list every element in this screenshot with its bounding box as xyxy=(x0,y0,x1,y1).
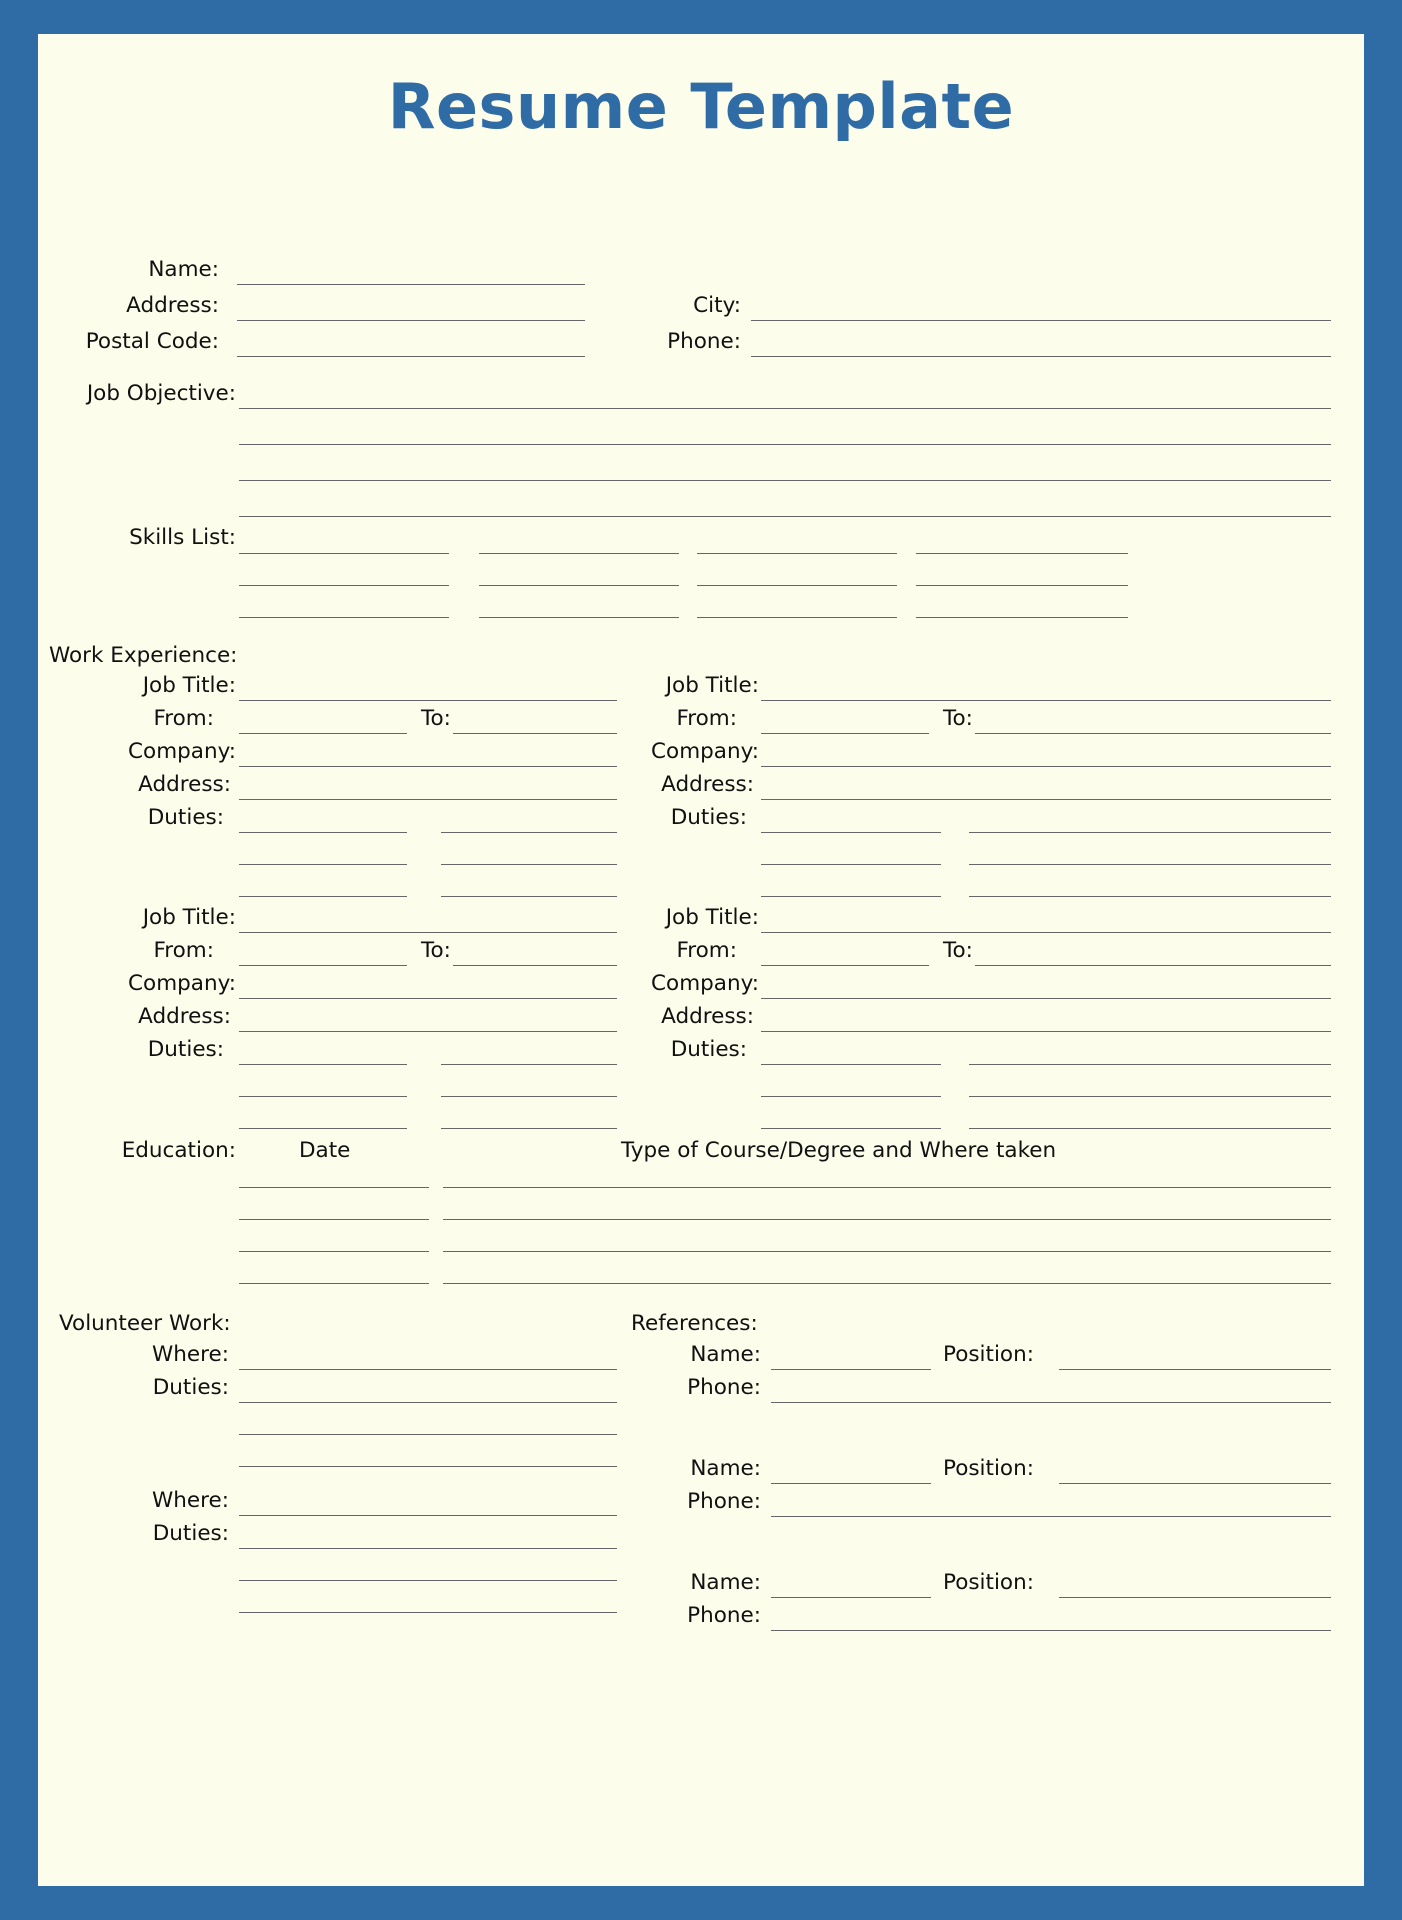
reference-1-position-input[interactable] xyxy=(1059,1368,1331,1370)
skill-cell-1-1[interactable] xyxy=(239,552,449,554)
job-objective-line-4[interactable] xyxy=(239,515,1331,517)
skill-cell-3-1[interactable] xyxy=(239,616,449,618)
volunteer-2-duties-2[interactable] xyxy=(239,1579,617,1581)
reference-3-position-input[interactable] xyxy=(1059,1596,1331,1598)
work-2-duties-1-1[interactable] xyxy=(761,831,941,833)
education-date-1[interactable] xyxy=(239,1186,429,1188)
work-3-duties-1-2[interactable] xyxy=(441,1063,617,1065)
work-2-duties-2-1[interactable] xyxy=(761,863,941,865)
reference-2-phone-label: Phone: xyxy=(687,1489,761,1514)
skill-cell-2-4[interactable] xyxy=(916,584,1128,586)
work-3-to-label: To: xyxy=(421,938,451,963)
education-course-2[interactable] xyxy=(443,1218,1331,1220)
reference-1-name-input[interactable] xyxy=(771,1368,931,1370)
education-course-1[interactable] xyxy=(443,1186,1331,1188)
work-2-to-input[interactable] xyxy=(975,732,1331,734)
work-4-company-input[interactable] xyxy=(761,997,1331,999)
reference-3-name-label: Name: xyxy=(690,1570,761,1595)
reference-3-name-input[interactable] xyxy=(771,1596,931,1598)
volunteer-1-where-label: Where: xyxy=(152,1342,229,1367)
work-3-duties-2-1[interactable] xyxy=(239,1095,407,1097)
skill-cell-3-3[interactable] xyxy=(697,616,897,618)
work-4-to-label: To: xyxy=(943,938,973,963)
education-date-3[interactable] xyxy=(239,1250,429,1252)
page-title: Resume Template xyxy=(387,70,1015,143)
skill-cell-2-2[interactable] xyxy=(479,584,679,586)
work-4-from-label: From: xyxy=(676,938,737,963)
work-1-company-label: Company: xyxy=(128,739,236,764)
work-4-from-input[interactable] xyxy=(761,964,929,966)
work-2-job-title-label: Job Title: xyxy=(665,673,759,698)
work-3-from-label: From: xyxy=(153,938,214,963)
work-4-company-label: Company: xyxy=(651,971,759,996)
work-4-duties-2-1[interactable] xyxy=(761,1095,941,1097)
work-1-address-label: Address: xyxy=(138,772,231,797)
work-3-job-title-label: Job Title: xyxy=(142,905,236,930)
job-objective-line-2[interactable] xyxy=(239,443,1331,445)
education-date-2[interactable] xyxy=(239,1218,429,1220)
work-4-job-title-label: Job Title: xyxy=(665,905,759,930)
work-2-address-input[interactable] xyxy=(761,798,1331,800)
volunteer-2-where-input[interactable] xyxy=(239,1514,617,1516)
volunteer-2-where-label: Where: xyxy=(152,1488,229,1513)
volunteer-1-where-input[interactable] xyxy=(239,1368,617,1370)
reference-1-name-label: Name: xyxy=(690,1342,761,1367)
reference-1-phone-label: Phone: xyxy=(687,1375,761,1400)
work-3-from-input[interactable] xyxy=(239,964,407,966)
reference-1-phone-input[interactable] xyxy=(771,1401,1331,1403)
reference-3-phone-input[interactable] xyxy=(771,1629,1331,1631)
reference-2-position-label: Position: xyxy=(943,1456,1034,1481)
work-3-duties-3-1[interactable] xyxy=(239,1127,407,1129)
work-2-job-title-input[interactable] xyxy=(761,699,1331,701)
job-objective-line-3[interactable] xyxy=(239,479,1331,481)
work-4-duties-1-1[interactable] xyxy=(761,1063,941,1065)
name-label: Name: xyxy=(148,257,219,282)
reference-2-position-input[interactable] xyxy=(1059,1482,1331,1484)
work-2-to-label: To: xyxy=(943,706,973,731)
address-input[interactable] xyxy=(237,319,585,321)
work-1-duties-2-2[interactable] xyxy=(441,863,617,865)
reference-2-name-input[interactable] xyxy=(771,1482,931,1484)
work-1-job-title-input[interactable] xyxy=(239,699,617,701)
work-4-to-input[interactable] xyxy=(975,964,1331,966)
work-4-duties-3-2[interactable] xyxy=(969,1127,1331,1129)
reference-2-name-label: Name: xyxy=(690,1456,761,1481)
skills-list-label: Skills List: xyxy=(129,525,236,550)
work-2-address-label: Address: xyxy=(661,772,754,797)
skill-cell-3-4[interactable] xyxy=(916,616,1128,618)
work-4-job-title-input[interactable] xyxy=(761,931,1331,933)
skill-cell-3-2[interactable] xyxy=(479,616,679,618)
work-1-duties-3-2[interactable] xyxy=(441,895,617,897)
phone-label: Phone: xyxy=(667,329,741,354)
work-4-duties-3-1[interactable] xyxy=(761,1127,941,1129)
skill-cell-1-3[interactable] xyxy=(697,552,897,554)
work-4-address-input[interactable] xyxy=(761,1030,1331,1032)
references-label: References: xyxy=(631,1311,758,1336)
name-input[interactable] xyxy=(237,283,585,285)
volunteer-1-duties-2[interactable] xyxy=(239,1433,617,1435)
volunteer-1-duties-label: Duties: xyxy=(152,1375,229,1400)
volunteer-1-duties-3[interactable] xyxy=(239,1465,617,1467)
work-1-job-title-label: Job Title: xyxy=(142,673,236,698)
work-4-duties-1-2[interactable] xyxy=(969,1063,1331,1065)
form-body xyxy=(49,143,1331,1823)
work-2-duties-3-2[interactable] xyxy=(969,895,1331,897)
city-input[interactable] xyxy=(751,319,1331,321)
work-1-company-input[interactable] xyxy=(239,765,617,767)
work-3-duties-2-2[interactable] xyxy=(441,1095,617,1097)
work-1-duties-1-2[interactable] xyxy=(441,831,617,833)
city-label: City: xyxy=(693,293,741,318)
volunteer-2-duties-3[interactable] xyxy=(239,1611,617,1613)
job-objective-line-1[interactable] xyxy=(239,407,1331,409)
work-2-duties-3-1[interactable] xyxy=(761,895,941,897)
work-1-to-input[interactable] xyxy=(453,732,617,734)
reference-2-phone-input[interactable] xyxy=(771,1515,1331,1517)
work-3-to-input[interactable] xyxy=(453,964,617,966)
work-2-company-label: Company: xyxy=(651,739,759,764)
work-1-from-input[interactable] xyxy=(239,732,407,734)
postal-code-label: Postal Code: xyxy=(85,329,219,354)
volunteer-2-duties-1[interactable] xyxy=(239,1547,617,1549)
work-3-address-input[interactable] xyxy=(239,1030,617,1032)
education-course-header: Type of Course/Degree and Where taken xyxy=(621,1138,1057,1163)
work-2-from-label: From: xyxy=(676,706,737,731)
address-label: Address: xyxy=(126,293,219,318)
skill-cell-2-1[interactable] xyxy=(239,584,449,586)
reference-3-phone-label: Phone: xyxy=(687,1603,761,1628)
work-2-company-input[interactable] xyxy=(761,765,1331,767)
work-2-duties-2-2[interactable] xyxy=(969,863,1331,865)
skill-cell-1-4[interactable] xyxy=(916,552,1128,554)
work-4-duties-2-2[interactable] xyxy=(969,1095,1331,1097)
work-1-to-label: To: xyxy=(421,706,451,731)
volunteer-2-duties-label: Duties: xyxy=(152,1521,229,1546)
postal-code-input[interactable] xyxy=(237,355,585,357)
resume-page xyxy=(38,34,1364,1886)
work-3-duties-3-2[interactable] xyxy=(441,1127,617,1129)
volunteer-work-label: Volunteer Work: xyxy=(59,1311,231,1336)
work-4-duties-label: Duties: xyxy=(670,1037,747,1062)
reference-1-position-label: Position: xyxy=(943,1342,1034,1367)
job-objective-label: Job Objective: xyxy=(86,381,236,406)
work-2-duties-1-2[interactable] xyxy=(969,831,1331,833)
volunteer-1-duties-1[interactable] xyxy=(239,1401,617,1403)
work-1-from-label: From: xyxy=(153,706,214,731)
education-date-4[interactable] xyxy=(239,1282,429,1284)
work-3-duties-1-1[interactable] xyxy=(239,1063,407,1065)
phone-input[interactable] xyxy=(751,355,1331,357)
work-1-duties-2-1[interactable] xyxy=(239,863,407,865)
education-label: Education: xyxy=(121,1138,236,1163)
work-3-company-label: Company: xyxy=(128,971,236,996)
work-4-address-label: Address: xyxy=(661,1004,754,1029)
education-course-3[interactable] xyxy=(443,1250,1331,1252)
work-3-address-label: Address: xyxy=(138,1004,231,1029)
work-3-company-input[interactable] xyxy=(239,997,617,999)
work-2-duties-label: Duties: xyxy=(670,805,747,830)
work-3-duties-label: Duties: xyxy=(147,1037,224,1062)
skill-cell-1-2[interactable] xyxy=(479,552,679,554)
work-3-job-title-input[interactable] xyxy=(239,931,617,933)
education-course-4[interactable] xyxy=(443,1282,1331,1284)
work-1-address-input[interactable] xyxy=(239,798,617,800)
work-1-duties-3-1[interactable] xyxy=(239,895,407,897)
work-1-duties-label: Duties: xyxy=(147,805,224,830)
work-1-duties-1-1[interactable] xyxy=(239,831,407,833)
reference-3-position-label: Position: xyxy=(943,1570,1034,1595)
skill-cell-2-3[interactable] xyxy=(697,584,897,586)
education-date-header: Date xyxy=(299,1138,351,1163)
work-2-from-input[interactable] xyxy=(761,732,929,734)
work-experience-label: Work Experience: xyxy=(49,643,238,668)
